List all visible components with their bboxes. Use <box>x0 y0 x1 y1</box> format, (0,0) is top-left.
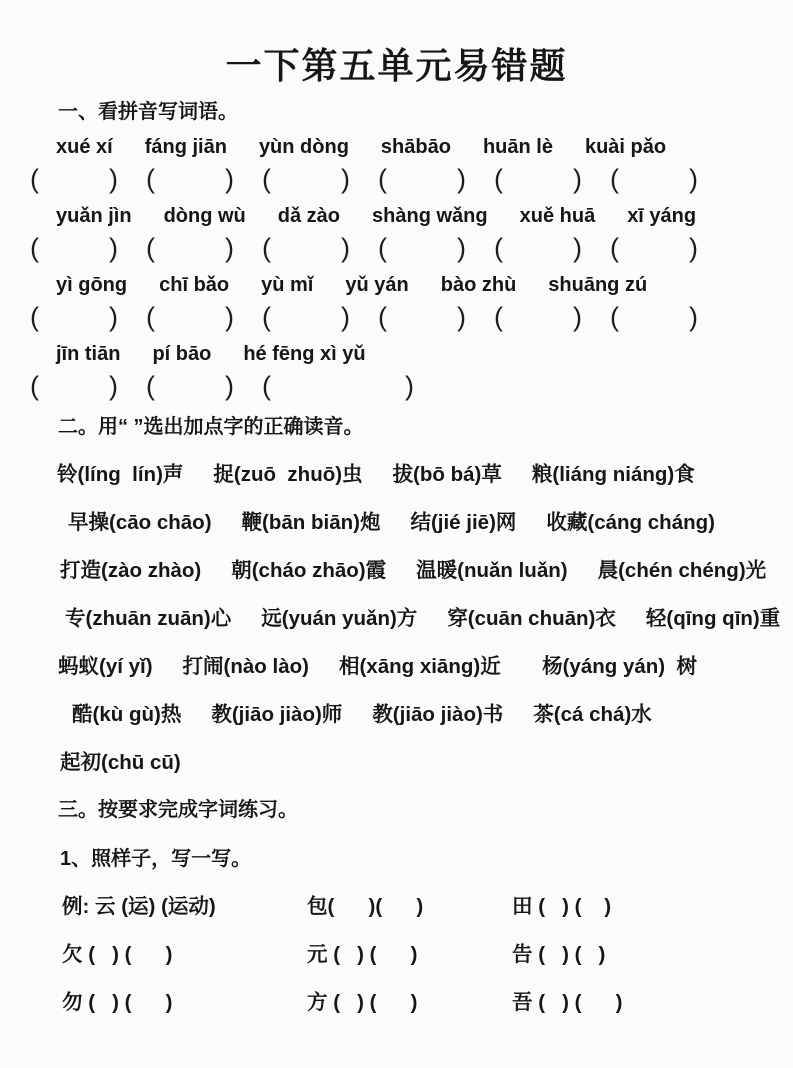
section-1-heading: 一、看拼音写词语。 <box>58 101 238 123</box>
reading-choice-item: 教(jiāo jiào)师 <box>211 703 343 726</box>
pinyin-word: xuě huā <box>519 205 596 227</box>
open-paren: ( <box>30 302 39 332</box>
pinyin-row <box>0 340 793 368</box>
page-title: 一下第五单元易错题 <box>225 46 568 86</box>
close-paren: ) <box>341 302 350 332</box>
open-paren: ( <box>262 302 271 332</box>
reading-choice-row <box>0 509 793 537</box>
fill-in-row <box>0 941 793 969</box>
reading-choice-item: 收藏(cáng cháng) <box>546 511 715 534</box>
close-paren: ) <box>405 371 414 401</box>
pinyin-row <box>0 133 793 161</box>
reading-choice-row <box>0 461 793 489</box>
close-paren: ) <box>225 302 234 332</box>
answer-blank <box>378 163 466 195</box>
section-2-heading: 二。用“ ”选出加点字的正确读音。 <box>58 416 364 438</box>
answer-blank-row <box>0 163 793 195</box>
answer-blank <box>378 232 466 264</box>
reading-choice-item: 茶(cá chá)水 <box>533 703 652 726</box>
reading-choice-item: 打造(zào zhào) <box>60 559 202 582</box>
pinyin-word: yù mǐ <box>261 274 314 296</box>
close-paren: ) <box>689 233 698 263</box>
pinyin-word: dǎ zào <box>277 205 341 227</box>
open-paren: ( <box>378 233 387 263</box>
pinyin-word: dòng wù <box>163 205 246 227</box>
fill-in-row <box>0 989 793 1017</box>
close-paren: ) <box>457 164 466 194</box>
open-paren: ( <box>610 164 619 194</box>
section-1-body <box>0 133 793 402</box>
answer-blank <box>378 301 466 333</box>
open-paren: ( <box>30 233 39 263</box>
reading-choice-item: 远(yuán yuǎn)方 <box>261 607 418 630</box>
open-paren: ( <box>30 371 39 401</box>
answer-blank <box>146 232 234 264</box>
open-paren: ( <box>494 164 503 194</box>
close-paren: ) <box>109 164 118 194</box>
open-paren: ( <box>146 233 155 263</box>
pinyin-word: bào zhù <box>440 274 517 296</box>
answer-blank <box>30 370 118 402</box>
close-paren: ) <box>109 302 118 332</box>
pinyin-word: hé fēng xì yǔ <box>243 343 366 365</box>
close-paren: ) <box>573 164 582 194</box>
reading-choice-item: 粮(liáng niáng)食 <box>531 463 695 486</box>
fill-in-cell: 元 ( ) ( ) <box>307 943 418 966</box>
open-paren: ( <box>146 302 155 332</box>
pinyin-word: huān lè <box>482 136 553 158</box>
answer-blank <box>610 301 698 333</box>
open-paren: ( <box>146 164 155 194</box>
reading-choice-item: 酷(kù gù)热 <box>72 703 182 726</box>
reading-choice-item: 杨(yáng yán) 树 <box>530 655 698 678</box>
reading-choice-item: 专(zhuān zuān)心 <box>65 607 232 630</box>
reading-choice-item: 早操(cāo chāo) <box>68 511 212 534</box>
answer-blank <box>146 370 234 402</box>
open-paren: ( <box>378 302 387 332</box>
pinyin-word: yuǎn jìn <box>56 205 132 227</box>
answer-blank <box>494 301 582 333</box>
reading-choice-item: 晨(chén chéng)光 <box>597 559 767 582</box>
close-paren: ) <box>341 164 350 194</box>
reading-choice-item: 教(jiāo jiào)书 <box>372 703 504 726</box>
answer-blank <box>30 301 118 333</box>
reading-choice-item: 打闹(nào lào) <box>182 655 309 678</box>
section-2-body <box>0 461 793 777</box>
reading-choice-item: 温暖(nuǎn luǎn) <box>416 559 568 582</box>
close-paren: ) <box>109 371 118 401</box>
reading-choice-item: 鞭(bān biān)炮 <box>241 511 381 534</box>
answer-blank <box>30 232 118 264</box>
answer-blank <box>610 163 698 195</box>
open-paren: ( <box>262 164 271 194</box>
fill-in-cell: 田 ( ) ( ) <box>512 895 612 918</box>
close-paren: ) <box>573 302 582 332</box>
reading-choice-item: 相(xāng xiāng)近 <box>338 655 501 678</box>
reading-choice-row <box>0 749 793 777</box>
pinyin-word: yǔ yán <box>345 274 409 296</box>
answer-blank <box>262 232 350 264</box>
answer-blank <box>146 163 234 195</box>
section-3-heading: 三。按要求完成字词练习。 <box>58 799 298 821</box>
pinyin-word: pí bāo <box>152 343 212 365</box>
close-paren: ) <box>457 302 466 332</box>
reading-choice-item: 结(jié jiē)网 <box>410 511 517 534</box>
pinyin-word: jīn tiān <box>56 343 121 365</box>
close-paren: ) <box>109 233 118 263</box>
open-paren: ( <box>610 302 619 332</box>
pinyin-word: shābāo <box>380 136 451 158</box>
answer-blank-row <box>0 301 793 333</box>
pinyin-word: fáng jiān <box>144 136 227 158</box>
pinyin-word: shuāng zú <box>548 274 648 296</box>
open-paren: ( <box>146 371 155 401</box>
open-paren: ( <box>262 371 271 401</box>
close-paren: ) <box>573 233 582 263</box>
reading-choice-item: 轻(qīng qīn)重 <box>645 607 781 630</box>
close-paren: ) <box>225 371 234 401</box>
answer-blank <box>262 301 350 333</box>
open-paren: ( <box>378 164 387 194</box>
reading-choice-item: 蚂蚁(yí yǐ) <box>58 655 153 678</box>
answer-blank <box>262 370 414 402</box>
fill-in-row <box>0 893 793 921</box>
reading-choice-row <box>0 653 793 681</box>
pinyin-row <box>0 271 793 299</box>
pinyin-word: shàng wǎng <box>372 205 488 227</box>
close-paren: ) <box>689 302 698 332</box>
open-paren: ( <box>262 233 271 263</box>
fill-in-cell: 告 ( ) ( ) <box>512 943 606 966</box>
close-paren: ) <box>225 164 234 194</box>
reading-choice-row <box>0 557 793 585</box>
answer-blank <box>146 301 234 333</box>
answer-blank <box>30 163 118 195</box>
answer-blank <box>494 232 582 264</box>
reading-choice-item: 捉(zuō zhuō)虫 <box>213 463 363 486</box>
pinyin-word: chī bǎo <box>159 274 230 296</box>
section-3-subheading: 1、照样子，写一写。 <box>60 848 252 870</box>
reading-choice-item: 朝(cháo zhāo)霞 <box>231 559 387 582</box>
pinyin-row <box>0 202 793 230</box>
open-paren: ( <box>494 302 503 332</box>
answer-blank <box>610 232 698 264</box>
pinyin-word: xī yáng <box>627 205 697 227</box>
answer-blank <box>494 163 582 195</box>
open-paren: ( <box>610 233 619 263</box>
fill-in-cell: 例: 云 (运) (运动) <box>62 895 216 918</box>
pinyin-word: yì gōng <box>56 274 128 296</box>
close-paren: ) <box>689 164 698 194</box>
close-paren: ) <box>341 233 350 263</box>
fill-in-cell: 方 ( ) ( ) <box>307 991 418 1014</box>
reading-choice-item: 拔(bō bá)草 <box>392 463 502 486</box>
fill-in-cell: 欠 ( ) ( ) <box>62 943 173 966</box>
reading-choice-row <box>0 701 793 729</box>
reading-choice-item: 铃(líng lín)声 <box>57 463 184 486</box>
pinyin-word: xué xí <box>56 136 113 158</box>
reading-choice-row <box>0 605 793 633</box>
close-paren: ) <box>457 233 466 263</box>
answer-blank <box>262 163 350 195</box>
open-paren: ( <box>30 164 39 194</box>
fill-in-cell: 勿 ( ) ( ) <box>62 991 173 1014</box>
pinyin-word: kuài pǎo <box>584 136 667 158</box>
close-paren: ) <box>225 233 234 263</box>
fill-in-cell: 包( )( ) <box>307 895 424 918</box>
answer-blank-row <box>0 232 793 264</box>
open-paren: ( <box>494 233 503 263</box>
reading-choice-item: 穿(cuān chuān)衣 <box>447 607 616 630</box>
fill-in-cell: 吾 ( ) ( ) <box>512 991 623 1014</box>
answer-blank-row <box>0 370 793 402</box>
section-3-body <box>0 893 793 1017</box>
pinyin-word: yùn dòng <box>258 136 349 158</box>
reading-choice-item: 起初(chū cū) <box>60 751 181 774</box>
